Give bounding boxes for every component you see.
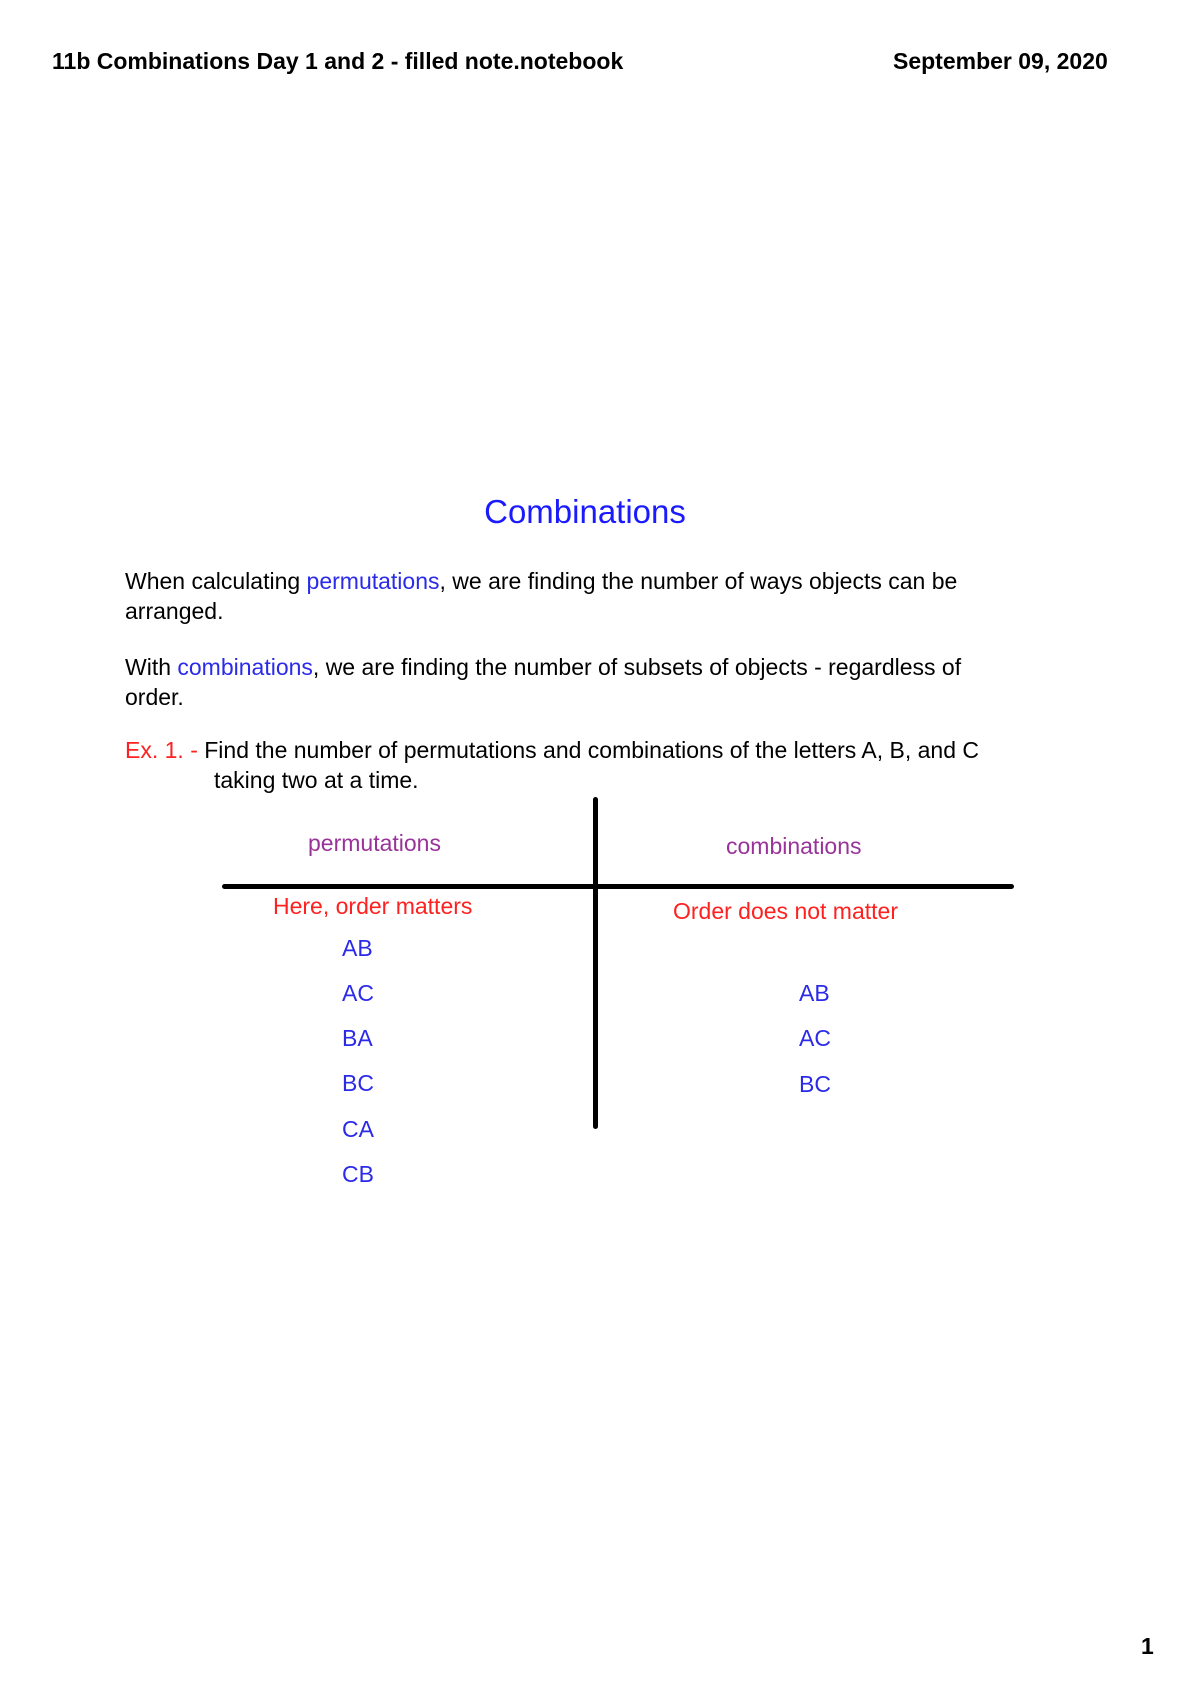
right-column-note: Order does not matter <box>673 898 898 924</box>
left-column-note: Here, order matters <box>273 893 473 919</box>
left-column-heading: permutations <box>308 830 441 856</box>
perm-item: AC <box>342 980 374 1006</box>
perm-item: CB <box>342 1161 374 1187</box>
paragraph-permutations <box>125 566 957 626</box>
t-chart-horizontal-line <box>222 884 1014 889</box>
comb-item: BC <box>799 1071 831 1097</box>
term-permutations: permutations <box>306 568 440 594</box>
para2-line2: order. <box>125 684 184 710</box>
para2-pre: With <box>125 654 178 680</box>
page-number: 1 <box>1141 1633 1154 1659</box>
t-chart-vertical-line <box>593 797 598 1129</box>
right-column-heading: combinations <box>726 833 862 859</box>
perm-item: BC <box>342 1070 374 1096</box>
example-line1: Find the number of permutations and combinations of the letters A, B, and C <box>204 737 980 763</box>
comb-item: AB <box>799 980 830 1006</box>
term-combinations: combinations <box>177 654 313 680</box>
comb-item: AC <box>799 1025 831 1051</box>
example-label: Ex. 1. - <box>125 737 205 763</box>
para1-post: , we are finding the number of ways objects can be <box>439 568 958 594</box>
para2-post: , we are finding the number of subsets of objects - regardless of <box>312 654 962 680</box>
perm-item: AB <box>342 935 373 961</box>
document-date: September 09, 2020 <box>893 48 1108 74</box>
perm-item: CA <box>342 1116 374 1142</box>
para1-pre: When calculating <box>125 568 307 594</box>
perm-item: BA <box>342 1025 373 1051</box>
paragraph-combinations <box>125 652 961 712</box>
para1-line2: arranged. <box>125 598 224 624</box>
example-line2: taking two at a time. <box>214 767 419 793</box>
document-filename: 11b Combinations Day 1 and 2 - filled note.notebook <box>52 48 624 74</box>
page-title: Combinations <box>484 493 686 530</box>
example-1 <box>125 735 979 765</box>
